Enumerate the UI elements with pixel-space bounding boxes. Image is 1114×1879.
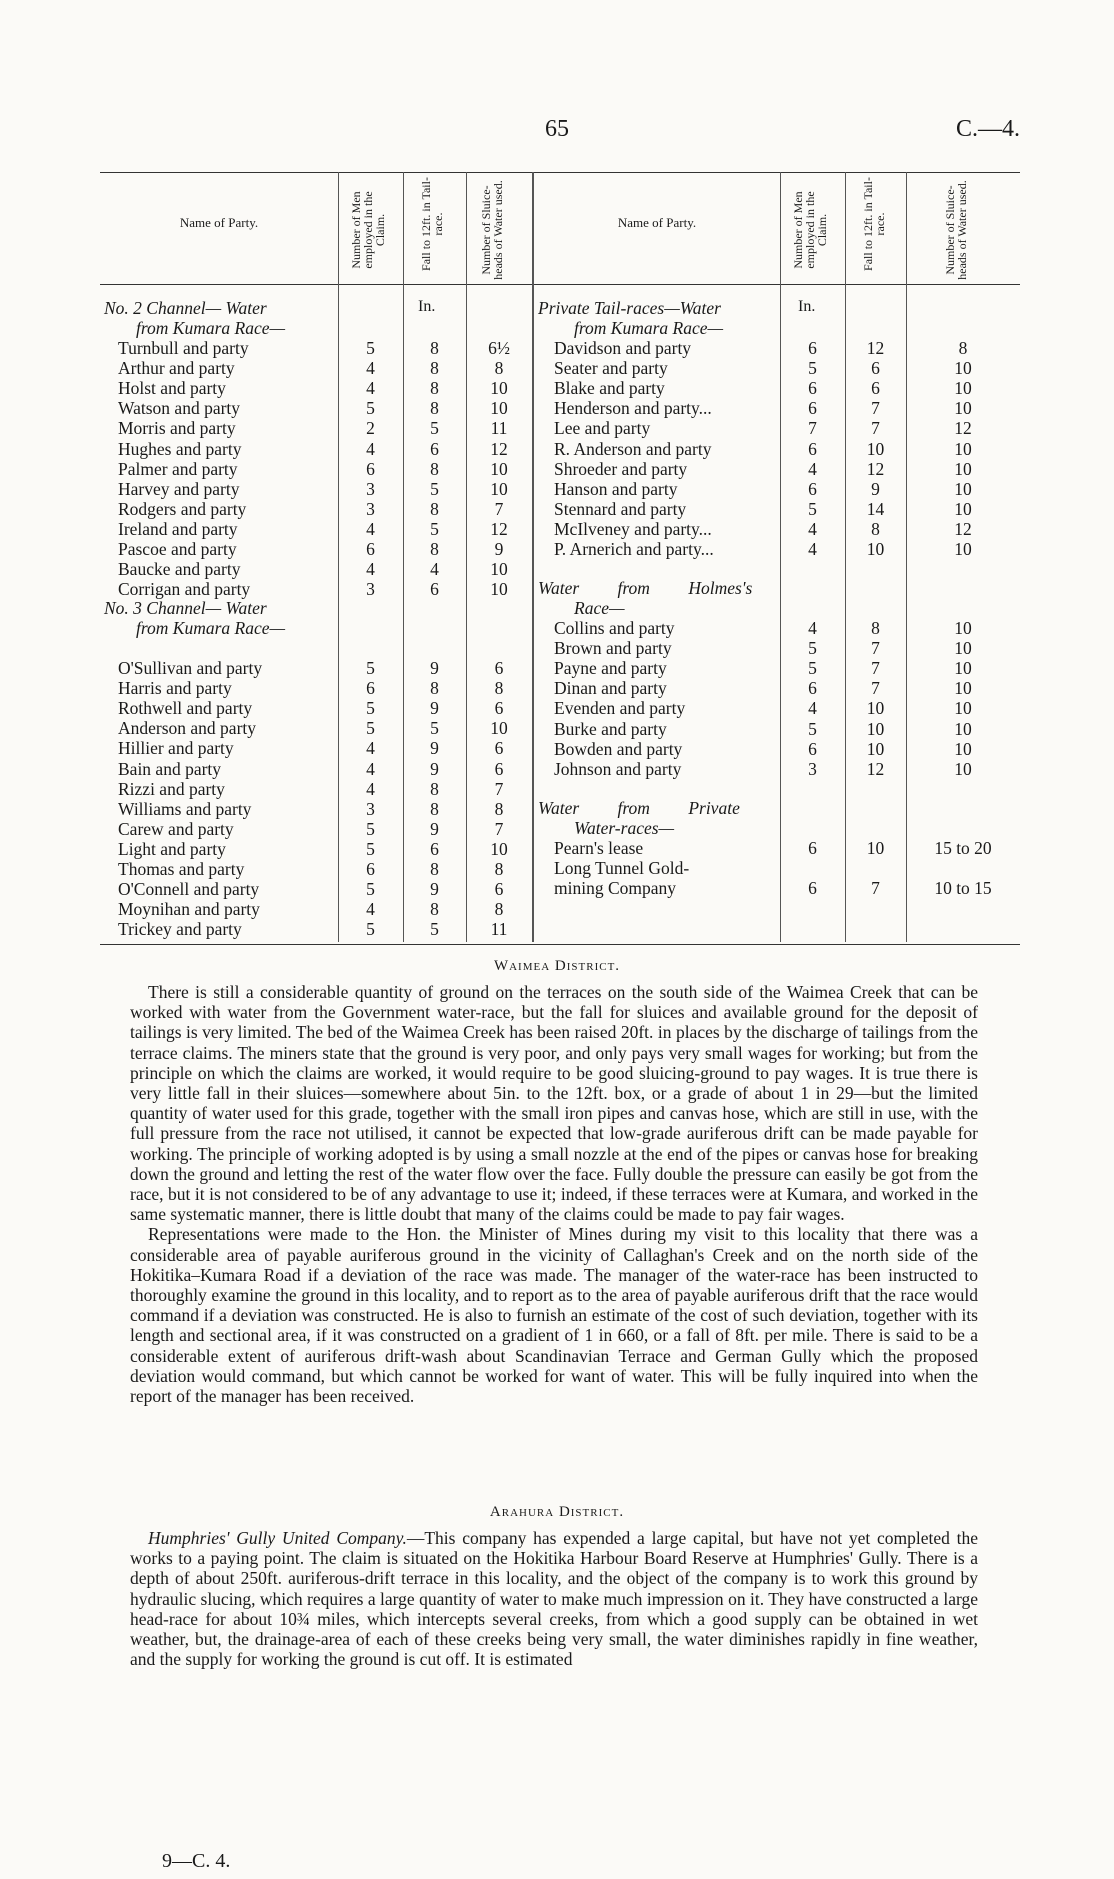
party-name: Henderson and party...: [554, 398, 712, 419]
party-name: Burke and party: [554, 718, 667, 739]
table-row: [554, 678, 1020, 698]
cell-sluice: 10: [490, 718, 508, 739]
cell-men: 5: [366, 838, 375, 859]
cell-men: 4: [366, 738, 375, 759]
party-name: Harris and party: [118, 678, 232, 699]
table-row: [118, 378, 532, 398]
cell-sluice: 7: [494, 498, 504, 519]
section-title: Private Tail-races—Water: [538, 298, 721, 318]
party-name: Trickey and party: [118, 919, 242, 940]
party-name: Corrigan and party: [118, 579, 251, 600]
table-row: [118, 338, 532, 358]
paragraph-text: —This company has expended a large capital, but have not yet completed the works to a paying point. The claim is situated on the Hokitika Harbour Board Reserve at Humphries' Gully. There is a depth of about 250ft. auriferous-drift terrace in this locality, and the object of the company is to work this ground by hydraulic slucing, which requires a large quantity of water to make much impression on it. They have constructed a large head-race for about 10¾ miles, which intercepts several creeks, from which a good supply can be obtained in wet weather, but, the drainage-area of each of these creeks being very small, the water diminishes rapidly in fine weather, and the supply for working the ground is cut off. It is estimated: [130, 1528, 979, 1670]
section-heading-waimea: Waimea District.: [493, 958, 621, 974]
cell-sluice: 10: [490, 559, 508, 580]
cell-fall: 8: [430, 398, 439, 419]
cell-fall: 8: [430, 859, 439, 879]
section-title: Water from Private: [538, 798, 740, 818]
cell-sluice: 10: [490, 478, 508, 499]
table-row: [118, 698, 532, 718]
cell-sluice: 12: [954, 518, 972, 539]
section-title: from Kumara Race—: [136, 318, 286, 338]
cell-sluice: 8: [958, 338, 968, 358]
cell-sluice: 10: [954, 618, 972, 638]
cell-men: 7: [808, 418, 817, 439]
cell-men: 6: [808, 838, 817, 858]
cell-fall: 6: [430, 438, 439, 459]
section-heading-arahura: Arahura District.: [489, 1504, 625, 1520]
party-name: Thomas and party: [118, 859, 245, 879]
cell-fall: 9: [430, 698, 439, 719]
cell-men: 5: [366, 658, 375, 678]
cell-fall: 7: [871, 638, 880, 659]
cell-men: 4: [808, 458, 817, 479]
table-row: [118, 799, 532, 819]
cell-fall: 6: [871, 378, 880, 399]
table-row: [554, 459, 1020, 479]
table-row: [118, 738, 532, 758]
cell-men: 6: [366, 859, 375, 879]
cell-fall: 10: [866, 738, 885, 759]
section-title: Water-races—: [574, 818, 675, 838]
cell-sluice: 10: [954, 498, 972, 519]
cell-fall: 12: [866, 338, 885, 358]
table-row: [554, 338, 1020, 358]
table-row: [118, 479, 532, 499]
cell-fall: 8: [430, 498, 439, 519]
party-name: Evenden and party: [554, 698, 686, 719]
cell-men: 5: [366, 698, 375, 719]
table-row: [118, 678, 532, 698]
party-name: Morris and party: [118, 418, 236, 439]
party-name: Bain and party: [118, 758, 222, 779]
cell-fall: 10: [866, 838, 885, 858]
table-row: [118, 519, 532, 539]
cell-fall: 5: [430, 919, 439, 940]
table-row: [554, 358, 1020, 378]
table-row: [554, 418, 1020, 438]
party-name: Hillier and party: [118, 738, 234, 759]
cell-sluice: 10: [954, 758, 972, 779]
cell-sluice: 10: [490, 458, 508, 479]
cell-sluice: 15 to 20: [934, 838, 992, 858]
page-number: 65: [545, 116, 569, 142]
party-name: mining Company: [554, 878, 677, 899]
party-name: Brown and party: [554, 638, 672, 659]
cell-men: 3: [366, 579, 375, 600]
table-row: [118, 439, 532, 459]
cell-men: 4: [808, 518, 817, 539]
table-row: [118, 879, 532, 899]
cell-fall: 9: [430, 879, 439, 900]
party-name: Davidson and party: [554, 338, 692, 358]
table-header-rule: [100, 284, 1020, 285]
cell-sluice: 10: [490, 398, 508, 419]
cell-sluice: 6: [494, 738, 504, 759]
table-row: [118, 418, 532, 438]
cell-fall: 5: [430, 518, 439, 539]
cell-men: 4: [366, 899, 375, 920]
party-name: O'Connell and party: [118, 879, 260, 900]
cell-men: 4: [366, 518, 375, 539]
cell-men: 2: [366, 418, 375, 439]
cell-fall: 5: [430, 718, 439, 739]
cell-fall: 7: [871, 398, 880, 419]
cell-sluice: 10: [954, 738, 972, 759]
cell-men: 6: [366, 458, 375, 479]
company-name: Humphries' Gully United Company.: [148, 1528, 407, 1548]
col-header-men: Number of Men employed in the Claim.: [349, 191, 387, 269]
cell-sluice: 8: [494, 798, 504, 819]
party-name: Arthur and party: [118, 358, 235, 379]
cell-sluice: 6: [494, 879, 504, 900]
col-header-fall: Fall to 12ft. in Tail-race.: [861, 177, 887, 271]
cell-men: 4: [808, 698, 817, 719]
table-row: [118, 839, 532, 859]
cell-fall: 4: [430, 559, 439, 580]
table-row: [554, 878, 1020, 898]
table-row: [554, 439, 1020, 459]
table-row: [118, 398, 532, 418]
cell-fall: 6: [871, 358, 880, 379]
section-title: from Kumara Race—: [574, 318, 724, 338]
section-title: Water from Holmes's: [538, 578, 753, 598]
waimea-text: [130, 982, 978, 1406]
table-row: [554, 698, 1020, 718]
cell-men: 5: [366, 818, 375, 839]
cell-sluice: 8: [494, 859, 504, 879]
party-name: Watson and party: [118, 398, 241, 419]
cell-sluice: 12: [490, 438, 508, 459]
cell-men: 5: [366, 879, 375, 900]
party-name: Hanson and party: [554, 478, 678, 499]
col-header-sluice: Number of Sluice-heads of Water used.: [479, 180, 505, 280]
party-name: Bowden and party: [554, 738, 683, 759]
cell-fall: 7: [871, 678, 880, 699]
paragraph: There is still a considerable quantity of ground on the terraces on the south side of the Waimea Creek that can be worked with water from the Government water-race, but the fall for sluices and available ground for the deposit of tailings is very limited. The bed of the Waimea Creek has been raised 20ft. in places by the discharge of tailings from the terrace claims. The miners state that the ground is very poor, and only pays very small wages for working; but from the principle on which the claims are worked, it would require to be good sluicing-ground to pay wages. It is true there is very little fall in their sluices—somewhere about 5in. to the 12ft. box, or a grade of about 1 in 29—but the limited quantity of water used for this grade, together with the small iron pipes and canvas hose, which are still in use, with the full pressure from the race not utilised, it cannot be expected that low-grade auriferous drift can be made payable for working. The principle of working adopted is by using a small nozzle at the end of the pipes or canvas hose for breaking down the ground and letting the rest of the water flow over the face. Fully double the pressure can easily be got from the race, but it is not considered to be of any advantage to use it; indeed, if these terraces were at Kumara, and worked in the same systematic manner, there is little doubt that many of the claims could be made to pay fair wages.: [130, 982, 978, 1225]
cell-fall: 8: [430, 358, 439, 379]
cell-fall: 8: [430, 678, 439, 699]
cell-fall: 8: [871, 518, 880, 539]
table-row: [118, 919, 532, 939]
cell-sluice: 10: [490, 838, 508, 859]
table-row: [118, 759, 532, 779]
cell-men: 3: [808, 758, 817, 779]
cell-sluice: 10: [954, 718, 972, 739]
cell-fall: 8: [871, 618, 880, 638]
section-title: No. 2 Channel— Water: [104, 298, 267, 318]
cell-sluice: 10 to 15: [934, 878, 992, 899]
cell-fall: 10: [866, 698, 885, 719]
cell-sluice: 7: [494, 818, 504, 839]
cell-fall: 8: [430, 899, 439, 920]
table-row: [118, 459, 532, 479]
party-name: Palmer and party: [118, 458, 238, 479]
party-name: Holst and party: [118, 378, 226, 399]
table-row: [554, 638, 1020, 658]
cell-fall: 9: [871, 478, 880, 499]
document-reference: C.—4.: [955, 116, 1020, 142]
cell-men: 6: [808, 738, 817, 759]
cell-fall: 9: [430, 758, 439, 779]
cell-sluice: 8: [494, 899, 504, 920]
party-name: Hughes and party: [118, 438, 242, 459]
cell-fall: 5: [430, 478, 439, 499]
party-name: Lee and party: [554, 418, 651, 439]
cell-men: 5: [366, 338, 375, 358]
party-name: Payne and party: [554, 658, 667, 679]
cell-sluice: 10: [954, 539, 972, 559]
cell-men: 6: [808, 678, 817, 699]
party-name: Stennard and party: [554, 498, 687, 519]
table-row: [118, 559, 532, 579]
cell-sluice: 10: [954, 478, 972, 499]
cell-fall: 8: [430, 778, 439, 799]
cell-sluice: 10: [490, 378, 508, 399]
arahura-text: [130, 1528, 978, 1669]
cell-fall: 9: [430, 738, 439, 759]
table-row: [554, 539, 1020, 559]
cell-fall: 8: [430, 458, 439, 479]
table-row: [554, 398, 1020, 418]
cell-men: 5: [808, 358, 817, 379]
col-divider-center: [532, 172, 534, 942]
cell-men: 4: [366, 559, 375, 580]
table-row: [554, 519, 1020, 539]
cell-men: 4: [366, 758, 375, 779]
table-row: [118, 718, 532, 738]
cell-fall: 8: [430, 338, 439, 358]
table-row: [118, 499, 532, 519]
cell-men: 5: [366, 398, 375, 419]
col-header-fall: Fall to 12ft. in Tail-race.: [419, 177, 445, 271]
cell-sluice: 10: [954, 438, 972, 459]
party-name: Pearn's lease: [554, 838, 644, 858]
cell-sluice: 10: [954, 678, 972, 699]
party-name: Anderson and party: [118, 718, 257, 739]
unit-label: In.: [798, 298, 816, 315]
section-title: Race—: [574, 598, 625, 618]
table-row: [554, 618, 1020, 638]
cell-fall: 10: [866, 539, 885, 559]
cell-men: 6: [808, 398, 817, 419]
cell-fall: 9: [430, 818, 439, 839]
cell-fall: 8: [430, 798, 439, 819]
cell-men: 3: [366, 498, 375, 519]
cell-men: 5: [808, 498, 817, 519]
cell-fall: 7: [871, 878, 880, 899]
cell-sluice: 6: [494, 698, 504, 719]
cell-men: 3: [366, 478, 375, 499]
table-row: [118, 859, 532, 879]
cell-men: 5: [808, 718, 817, 739]
cell-men: 5: [366, 718, 375, 739]
cell-fall: 12: [866, 758, 885, 779]
cell-men: 3: [366, 798, 375, 819]
party-name: Carew and party: [118, 818, 234, 839]
party-name: Johnson and party: [554, 758, 682, 779]
cell-men: 5: [366, 919, 375, 940]
party-name: Long Tunnel Gold-: [554, 858, 690, 879]
party-name: Baucke and party: [118, 559, 241, 580]
cell-sluice: 10: [954, 638, 972, 659]
cell-sluice: 10: [954, 378, 972, 399]
table-bottom-rule: [100, 944, 1020, 945]
party-name: Shroeder and party: [554, 458, 688, 479]
paragraph: [130, 1528, 978, 1669]
party-name: Rodgers and party: [118, 498, 247, 519]
cell-men: 6: [366, 678, 375, 699]
cell-men: 6: [808, 378, 817, 399]
cell-fall: 5: [430, 418, 439, 439]
cell-sluice: 6: [494, 658, 504, 678]
table-row: [554, 858, 1020, 878]
party-name: Pascoe and party: [118, 539, 237, 559]
cell-fall: 10: [866, 718, 885, 739]
cell-fall: 7: [871, 658, 880, 679]
table-row: [554, 658, 1020, 678]
party-name: Ireland and party: [118, 518, 238, 539]
cell-fall: 8: [430, 378, 439, 399]
table-row: [118, 358, 532, 378]
party-name: McIlveney and party...: [554, 518, 712, 539]
cell-sluice: 10: [954, 358, 972, 379]
table-row: [118, 579, 532, 599]
cell-sluice: 8: [494, 678, 504, 699]
cell-sluice: 10: [954, 698, 972, 719]
cell-sluice: 11: [490, 418, 508, 439]
cell-sluice: 9: [494, 539, 504, 559]
cell-fall: 8: [430, 539, 439, 559]
cell-fall: 6: [430, 838, 439, 859]
col-header-sluice: Number of Sluice-heads of Water used.: [943, 180, 969, 280]
party-name: P. Arnerich and party...: [554, 539, 714, 559]
table-row: [554, 719, 1020, 739]
col-header-name: Name of Party.: [617, 215, 697, 230]
table-row: [554, 739, 1020, 759]
table-row: [118, 779, 532, 799]
party-name: Dinan and party: [554, 678, 667, 699]
cell-sluice: 12: [490, 518, 508, 539]
cell-men: 4: [808, 618, 817, 638]
cell-sluice: 10: [954, 658, 972, 679]
table-row: [554, 838, 1020, 858]
cell-sluice: 10: [954, 398, 972, 419]
cell-fall: 12: [866, 458, 885, 479]
section-title: No. 3 Channel— Water: [104, 598, 267, 618]
section-title: from Kumara Race—: [136, 618, 286, 638]
cell-sluice: 12: [954, 418, 972, 439]
party-name: Williams and party: [118, 798, 252, 819]
cell-sluice: 7: [494, 778, 504, 799]
party-name: Light and party: [118, 838, 226, 859]
party-name: Rizzi and party: [118, 778, 225, 799]
party-name: Rothwell and party: [118, 698, 253, 719]
cell-fall: 10: [866, 438, 885, 459]
party-name: R. Anderson and party: [554, 438, 712, 459]
cell-fall: 7: [871, 418, 880, 439]
cell-men: 6: [808, 438, 817, 459]
party-name: Moynihan and party: [118, 899, 260, 920]
cell-fall: 6: [430, 579, 439, 600]
cell-sluice: 6: [494, 758, 504, 779]
party-name: Harvey and party: [118, 478, 240, 499]
cell-men: 4: [808, 539, 817, 559]
signature-mark: 9—C. 4.: [162, 1850, 231, 1872]
table-row: [118, 899, 532, 919]
cell-sluice: 6½: [488, 338, 510, 358]
table-row: [118, 819, 532, 839]
cell-fall: 9: [430, 658, 439, 678]
cell-men: 6: [808, 478, 817, 499]
cell-men: 4: [366, 378, 375, 399]
cell-men: 4: [366, 358, 375, 379]
cell-men: 4: [366, 778, 375, 799]
cell-sluice: 8: [494, 358, 504, 379]
table-row: [118, 539, 532, 559]
cell-men: 6: [366, 539, 375, 559]
col-header-name: Name of Party.: [179, 215, 259, 230]
party-name: Seater and party: [554, 358, 668, 379]
col-header-men: Number of Men employed in the Claim.: [791, 191, 829, 269]
table-row: [118, 658, 532, 678]
cell-men: 5: [808, 658, 817, 679]
table-row: [554, 378, 1020, 398]
paragraph: Representations were made to the Hon. the Minister of Mines during my visit to this locality that there was a considerable area of payable auriferous ground in the vicinity of Callaghan's Creek and on the north side of the Hokitika–Kumara Road if a deviation of the race was made. The manager of the water-race has been instructed to thoroughly examine the ground in this locality, and to report as to the area of payable auriferous drift that the race would command if a deviation was constructed. He is also to furnish an estimate of the cost of such deviation, together with its length and sectional area, if it was constructed on a gradient of 1 in 660, or a fall of 8ft. per mile. There is said to be a considerable extent of auriferous drift-wash about Scandinavian Terrace and German Gully which the proposed deviation would command, but which cannot be worked for want of water. This will be fully inquired into when the report of the manager has been received.: [130, 1224, 978, 1407]
unit-label: In.: [418, 298, 436, 315]
party-name: O'Sullivan and party: [118, 658, 263, 678]
cell-men: 6: [808, 878, 817, 899]
cell-fall: 14: [866, 498, 885, 519]
cell-sluice: 11: [490, 919, 508, 940]
cell-sluice: 10: [954, 458, 972, 479]
party-name: Turnbull and party: [118, 338, 249, 358]
party-name: Blake and party: [554, 378, 665, 399]
cell-men: 4: [366, 438, 375, 459]
table-row: [554, 499, 1020, 519]
cell-sluice: 10: [490, 579, 508, 600]
cell-men: 6: [808, 338, 817, 358]
party-name: Collins and party: [554, 618, 675, 638]
table-row: [554, 759, 1020, 779]
table-row: [554, 479, 1020, 499]
cell-men: 5: [808, 638, 817, 659]
